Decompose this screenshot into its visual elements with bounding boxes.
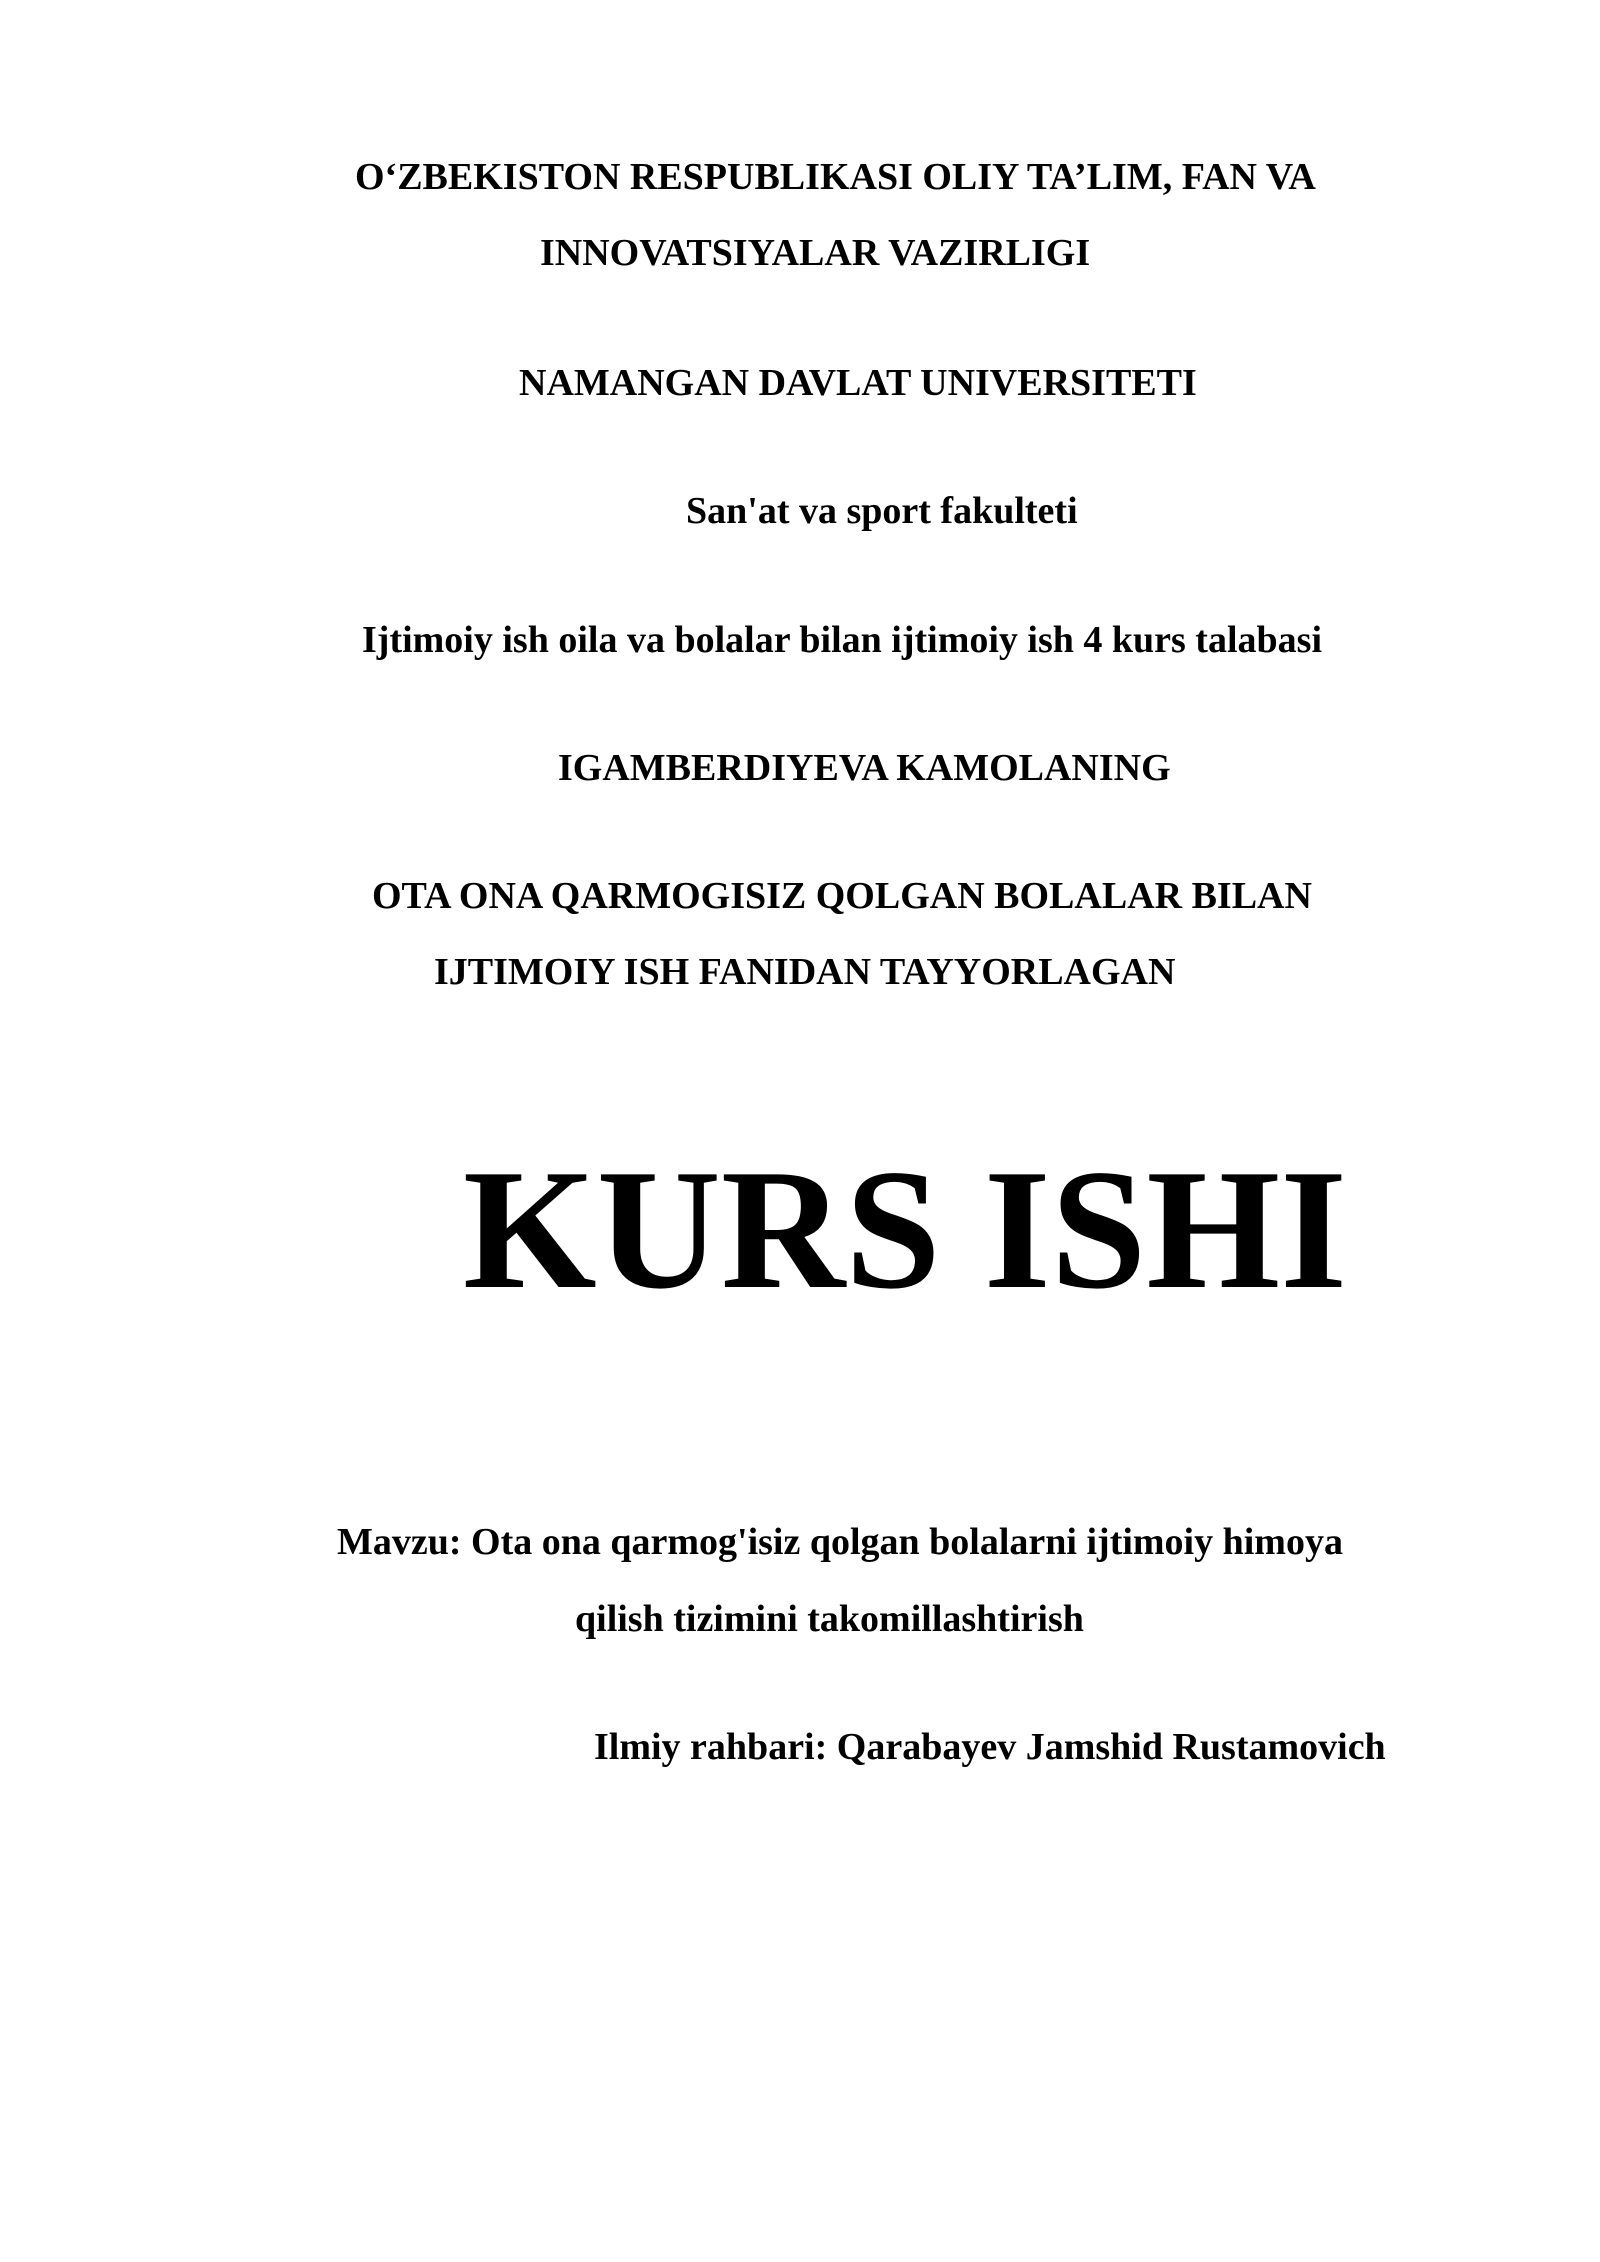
faculty-name: San'at va sport fakulteti <box>686 490 1078 532</box>
topic-line-1: Mavzu: Ota ona qarmog'isiz qolgan bolalarni ijtimoiy himoya <box>337 1521 1343 1563</box>
document-title: KURS ISHI <box>462 1135 1348 1325</box>
university-name: NAMANGAN DAVLAT UNIVERSITETI <box>519 362 1197 404</box>
student-name: IGAMBERDIYEVA KAMOLANING <box>558 747 1171 789</box>
supervisor: Ilmiy rahbari: Qarabayev Jamshid Rustamovich <box>594 1726 1386 1768</box>
topic-line-2: qilish tizimini takomillashtirish <box>575 1598 1084 1640</box>
ministry-line-2: INNOVATSIYALAR VAZIRLIGI <box>540 232 1091 274</box>
ministry-line-1: O‘ZBEKISTON RESPUBLIKASI OLIY TA’LIM, FAN VA <box>355 156 1316 198</box>
student-info: Ijtimoiy ish oila va bolalar bilan ijtimoiy ish 4 kurs talabasi <box>362 619 1323 661</box>
subject-line-1: OTA ONA QARMOGISIZ QOLGAN BOLALAR BILAN <box>372 875 1312 917</box>
subject-line-2: IJTIMOIY ISH FANIDAN TAYYORLAGAN <box>434 951 1176 993</box>
